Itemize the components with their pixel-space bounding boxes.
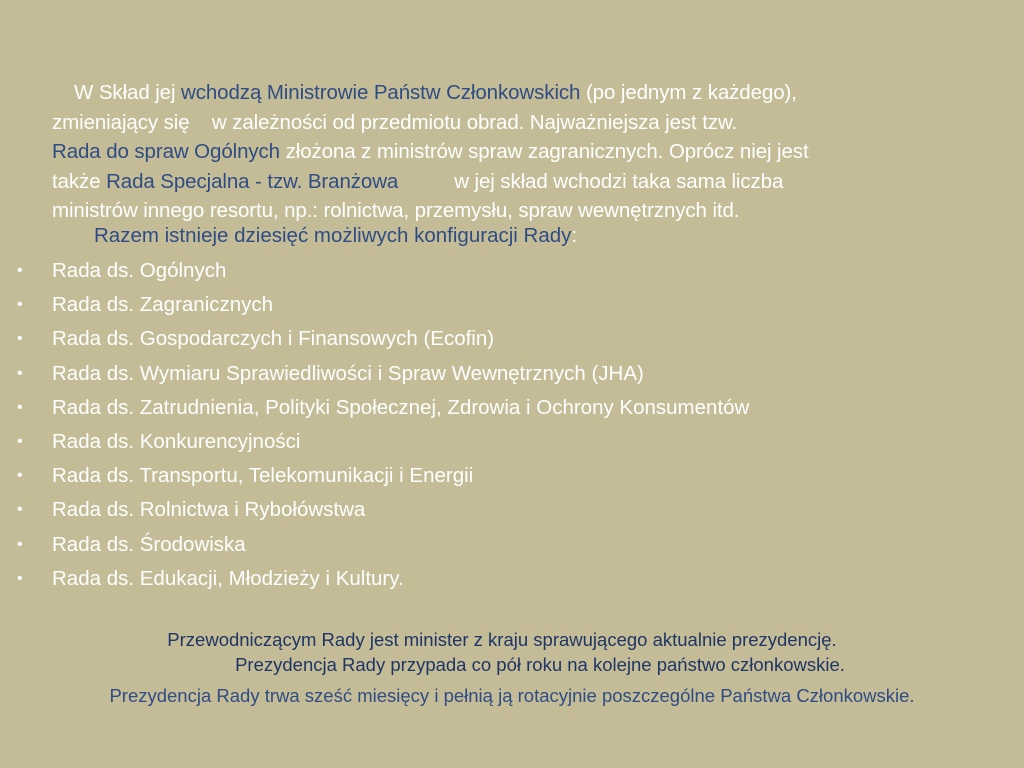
- list-item: [0, 254, 749, 288]
- list-item: [0, 528, 749, 562]
- bullet-icon: •: [17, 535, 23, 553]
- intro-text: W Skład jej: [74, 81, 182, 104]
- list-item-text: Rada ds. Środowiska: [52, 532, 246, 556]
- council-list: [0, 254, 749, 596]
- intro-text: (po jednym z każdego),: [580, 81, 797, 104]
- list-item-text: Rada ds. Konkurencyjności: [52, 429, 301, 453]
- config-heading-text: Razem istnieje dziesięć możliwych konfiguracji Rady: [94, 224, 572, 247]
- list-item: [0, 459, 749, 493]
- list-item: [0, 391, 749, 425]
- bullet-icon: •: [17, 364, 23, 382]
- list-item: [0, 425, 749, 459]
- intro-line-2: zmieniający się w zależności od przedmiotu obrad. Najważniejsza jest tzw.: [52, 110, 738, 134]
- bullet-icon: •: [17, 296, 23, 314]
- intro-line-3: [52, 137, 1017, 167]
- list-item-text: Rada ds. Rolnictwa i Rybołówstwa: [52, 498, 366, 522]
- footer-line-1: Przewodniczącym Rady jest minister z kraju sprawującego aktualnie prezydencję.: [167, 629, 837, 650]
- intro-highlight-general-council: Rada do spraw Ogólnych: [52, 140, 280, 163]
- list-item-text: Rada ds. Zagranicznych: [52, 293, 274, 317]
- list-item-text: Rada ds. Transportu, Telekomunikacji i Energii: [52, 464, 474, 488]
- bullet-icon: •: [17, 262, 23, 279]
- bullet-icon: •: [17, 398, 23, 416]
- intro-text: także: [52, 169, 107, 193]
- list-item: [0, 562, 749, 596]
- bullet-icon: •: [17, 330, 23, 348]
- list-item-text: Rada ds. Edukacji, Młodzieży i Kultury.: [52, 566, 404, 590]
- intro-line-5: ministrów innego resortu, np.: rolnictwa, przemysłu, spraw wewnętrznych itd.: [52, 199, 740, 222]
- config-heading: [94, 221, 577, 250]
- bullet-icon: •: [17, 467, 23, 485]
- list-item-text: Rada ds. Zatrudnienia, Polityki Społecznej, Zdrowia i Ochrony Konsumentów: [52, 395, 750, 419]
- list-item: [0, 322, 749, 356]
- intro-line-1: [52, 78, 1017, 108]
- list-item: [0, 357, 749, 391]
- intro-paragraph: [52, 78, 1017, 226]
- bullet-icon: •: [17, 569, 23, 587]
- intro-line-4: [52, 167, 1017, 197]
- footer-line-3: Prezydencja Rady trwa sześć miesięcy i pełnią ją rotacyjnie poszczególne Państwa Członkowskie.: [109, 685, 915, 706]
- list-item-text: Rada ds. Ogólnych: [52, 259, 227, 282]
- intro-text: złożona z ministrów spraw zagranicznych. Oprócz niej jest: [280, 140, 809, 163]
- config-heading-colon: :: [571, 224, 578, 247]
- intro-text: w jej skład wchodzi taka sama liczba: [398, 169, 784, 193]
- list-item-text: Rada ds. Gospodarczych i Finansowych (Ecofin): [52, 327, 495, 351]
- bullet-icon: •: [17, 432, 23, 450]
- intro-highlight-ministers: wchodzą Ministrowie Państw Członkowskich: [181, 81, 581, 104]
- list-item: [0, 288, 749, 322]
- bullet-icon: •: [17, 501, 23, 519]
- list-item-text: Rada ds. Wymiaru Sprawiedliwości i Spraw Wewnętrznych (JHA): [52, 361, 644, 385]
- list-item: [0, 493, 749, 527]
- footer-line-2: Prezydencja Rady przypada co pół roku na kolejne państwo członkowskie.: [235, 654, 845, 675]
- intro-highlight-special-council: Rada Specjalna - tzw. Branżowa: [106, 169, 399, 193]
